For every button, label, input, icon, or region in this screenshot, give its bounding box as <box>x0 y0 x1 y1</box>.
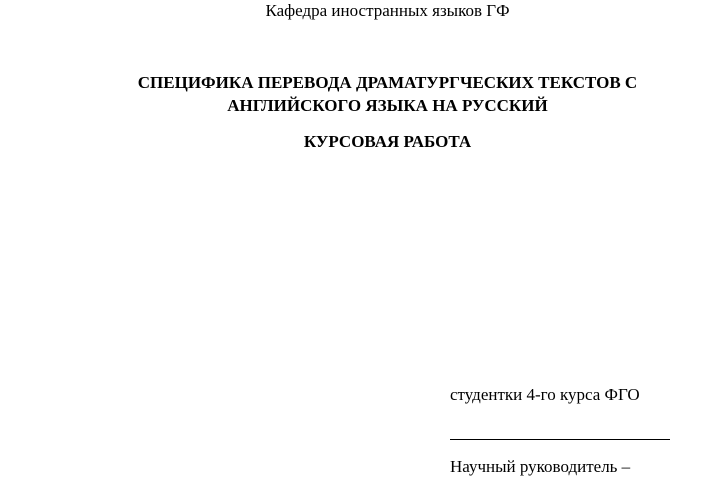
department-header: Кафедра иностранных языков ГФ <box>265 1 510 20</box>
document-title <box>0 71 720 117</box>
title-line-2: АНГЛИЙСКОГО ЯЗЫКА НА РУССКИЙ <box>227 96 548 115</box>
student-label: студентки 4-го курса ФГО <box>450 385 640 404</box>
title-line-1: СПЕЦИФИКА ПЕРЕВОДА ДРАМАТУРГЧЕСКИХ ТЕКСТОВ С <box>137 73 638 92</box>
student-name-blank-line <box>450 439 670 440</box>
work-type-label: КУРСОВАЯ РАБОТА <box>303 132 472 151</box>
supervisor-label: Научный руководитель – <box>450 457 631 476</box>
